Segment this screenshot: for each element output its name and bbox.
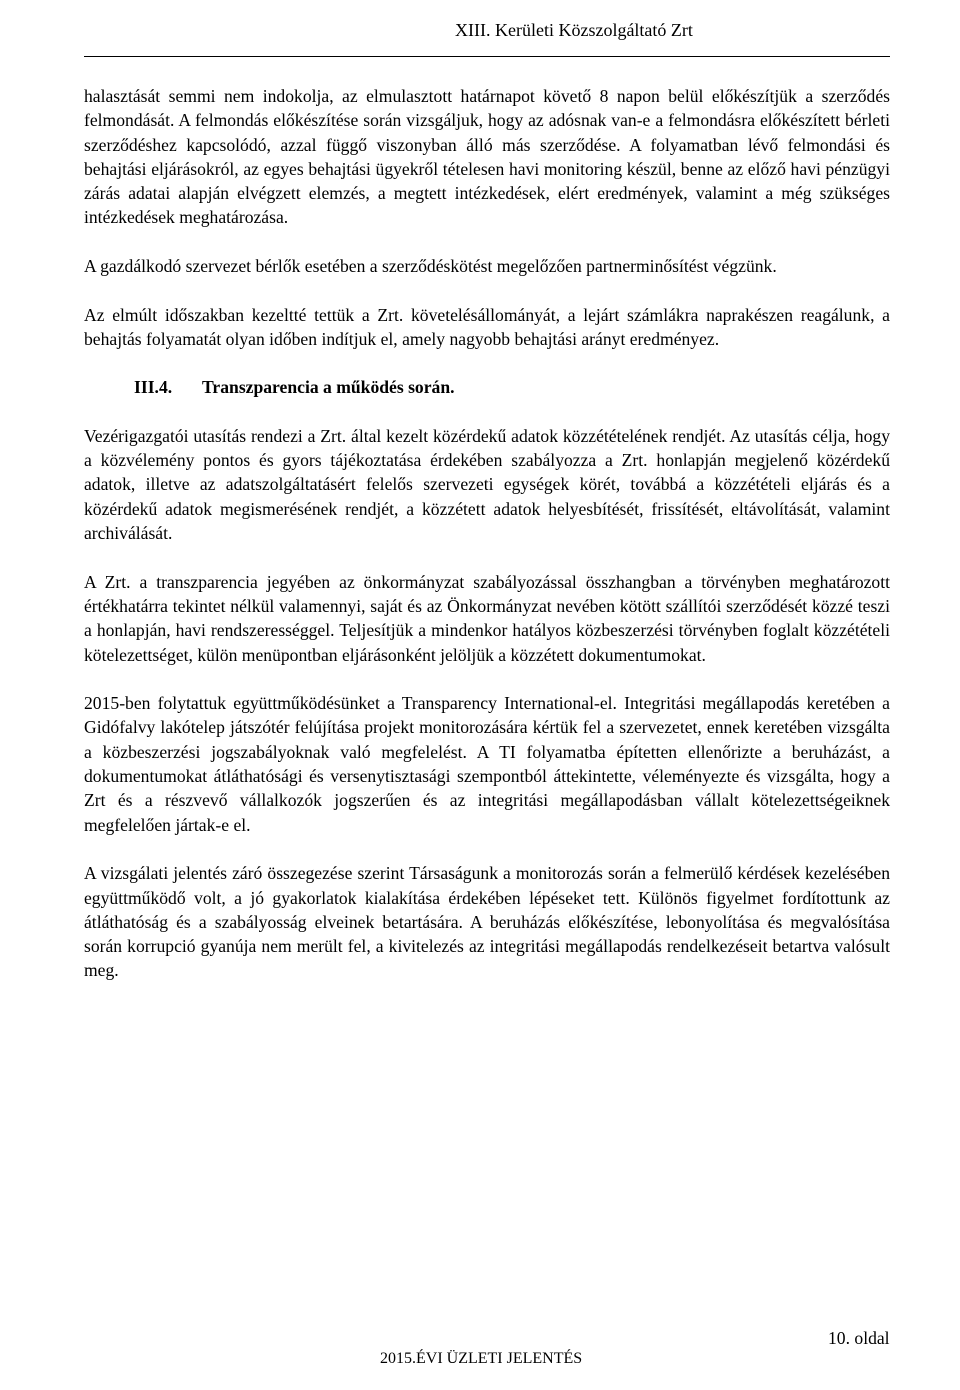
paragraph-ti-cooperation: 2015-ben folytattuk együttműködésünket a Transparency International-el. Integritási megállapodás keretében a Gidófalvy lakótelep játszótér felújítása projekt monitorozására kértük fel a szervezetet, ennek keretében vizsgálta a közbeszerzési jogszabályoknak való megfelelést. A TI folyamatba építetten ellenőrizte a beruházást, a dokumentumokat átláthatósági és versenytisztasági szempontból áttekintette, véleményezte és vizsgálta, hogy a Zrt és a részvevő vállalkozók jogszerűen és az integritási megállapodásban vállalt kötelezettségeiknek megfelelően jártak-e el.	[84, 693, 890, 835]
page-number: 10. oldal	[828, 1328, 890, 1348]
document-body	[84, 84, 890, 983]
paragraph-receivables: Az elmúlt időszakban kezeltté tettük a Zrt. követelésállományát, a lejárt számlákra naprakészen reagálunk, a behajtás folyamatát olyan időben indítjuk el, amely nagyobb behajtási arányt eredményez.	[84, 304, 890, 349]
header-divider	[84, 56, 890, 57]
paragraph-transparency: A Zrt. a transzparencia jegyében az önkormányzat szabályozással összhangban a törvényben meghatározott értékhatárra tekintet nélkül valamennyi, saját és az Önkormányzat nevében kötött szállítói szerződését közzé teszi a honlapján, havi rendszerességgel. Teljesítjük a mindenkor hatályos közbeszerzési törvényben foglalt közzétételi kötelezettséget, külön menüpontban eljárásonként jelöljük a közzétett dokumentumokat.	[84, 571, 890, 665]
header-title: XIII. Kerületi Közszolgáltató Zrt	[455, 20, 693, 40]
section-number: III.4.	[134, 377, 173, 398]
footer-report-title: 2015.ÉVI ÜZLETI JELENTÉS	[380, 1350, 583, 1367]
paragraph-partner-rating: A gazdálkodó szervezet bérlők esetében a szerződéskötést megelőzően partnerminősítést végzünk.	[84, 256, 777, 277]
paragraph-collection-procedure: halasztását semmi nem indokolja, az elmulasztott határnapot követő 8 napon belül előkészítjük a szerződés felmondását. A felmondás előkészítése során vizsgáljuk, hogy az adósnak van-e a felmondásra előkészített bérleti szerződéshez kapcsolódó, azzal függő viszonyban álló más szerződése. A folyamatban lévő felmondási és behajtási eljárásokról, az egyes behajtási ügyekről tételesen havi monitoring készül, benne az előző havi pénzügyi zárás adatai alapján elvégzett elemzés, a megtett intézkedések, elért eredmények, valamint a még szükséges intézkedések meghatározása.	[84, 86, 890, 228]
section-heading	[84, 375, 890, 399]
paragraph-audit-report: A vizsgálati jelentés záró összegezése szerint Társaságunk a monitorozás során a felmerülő kérdések kezelésében együttműködő volt, a jó gyakorlatok kialakítása érdekében lépéseket tett. Különös figyelmet fordítottunk az átláthatóság és a szabályosság elveinek betartására. A beruházás előkészítése, lebonyolítása és megvalósítása során korrupció gyanúja nem merült fel, a kivitelezés az integritási megállapodás rendelkezéseit betartva valósult meg.	[84, 863, 890, 981]
section-title: Transzparencia a működés során.	[202, 377, 455, 398]
paragraph-public-data: Vezérigazgatói utasítás rendezi a Zrt. által kezelt közérdekű adatok közzétételének rendjét. Az utasítás célja, hogy a közvélemény pontos és gyors tájékoztatása érdekében szabályozza a Zrt. honlapján megjelenő közérdekű adatok, illetve az adatszolgáltatásért felelős szervezeti egységek körét, továbbá a közzétételi eljárás és a közérdekű adatok megismerésének rendjét, a közzétett adatok helyesbítését, frissítését, eltávolítását, valamint archiválását.	[84, 425, 890, 544]
